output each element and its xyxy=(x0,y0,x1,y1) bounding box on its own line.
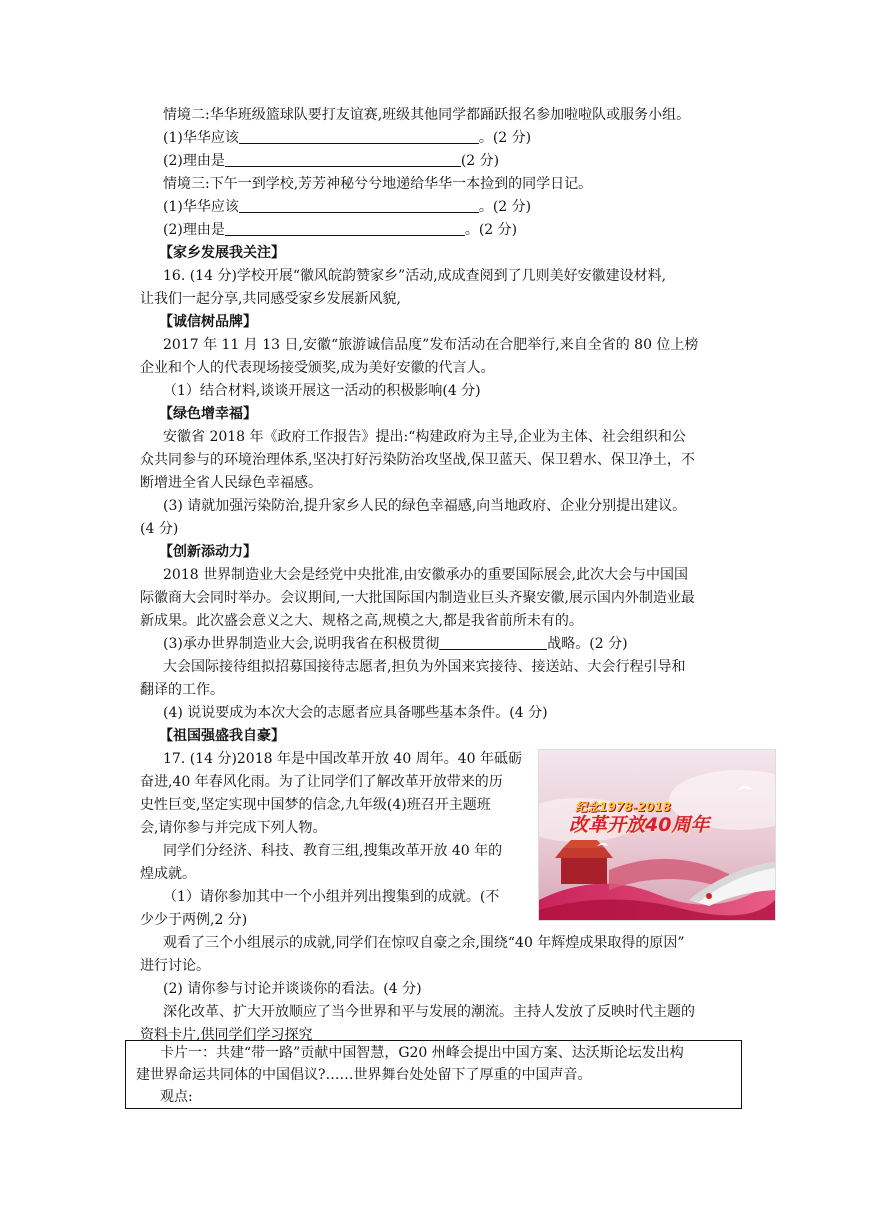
answer-blank[interactable] xyxy=(239,127,479,144)
question-17-discussion-cont: 进行讨论。 xyxy=(140,958,210,974)
answer-blank[interactable] xyxy=(225,219,465,236)
scenario-3-text: 情境三:下午一到学校,芳芳神秘兮兮地递给华华一本捡到的同学日记。 xyxy=(163,176,593,192)
scenario-3-question-1 xyxy=(163,196,770,218)
material-3-text-cont: 际徽商大会同时举办。会议期间,一大批国际国内制造业巨头齐聚安徽,展示国内外制造业最 xyxy=(140,590,695,606)
card-line-1: 卡片一：共建“带一路”贡献中国智慧，G20 州峰会提出中国方案、达沃斯论坛发出构 xyxy=(160,1045,684,1061)
material-4-text-cont: 翻译的工作。 xyxy=(140,682,224,698)
score-text: (2 分) xyxy=(460,153,500,169)
question-16-intro: 16. (14 分)学校开展“徽风皖韵赞家乡”活动,成成查阅到了几则美好安徽建设材料, xyxy=(163,268,667,284)
material-4-text: 大会国际接待组拟招募国接待志愿者,担负为外国来宾接待、接送站、大会行程引导和 xyxy=(163,659,686,675)
question-17-intro-3: 史性巨变,坚定实现中国梦的信念,九年级(4)班召开主题班 xyxy=(140,797,491,813)
info-card xyxy=(125,1040,742,1109)
question-17-intro-2: 奋进,40 年春风化雨。为了让同学们了解改革开放带来的历 xyxy=(140,774,503,790)
question-17-groups: 同学们分经济、科技、教育三组,搜集改革开放 40 年的 xyxy=(163,843,503,859)
score-text: 。(2 分) xyxy=(464,222,518,238)
material-3-text: 2018 世界制造业大会是经党中央批准,由安徽承办的重要国际展会,此次大会与中国国 xyxy=(163,567,688,583)
question-17-context-cont: 资料卡片,供同学们学习探究 xyxy=(140,1027,313,1043)
question-text: (2)理由是 xyxy=(163,153,225,169)
score-text: 战略。(2 分) xyxy=(547,636,628,652)
question-17-intro-4: 会,请你参与并完成下列人物。 xyxy=(140,820,327,836)
question-17-context: 深化改革、扩大开放顺应了当今世界和平与发展的潮流。主持人发放了反映时代主题的 xyxy=(163,1004,695,1020)
answer-blank[interactable] xyxy=(225,150,461,167)
material-2-text: 安徽省 2018 年《政府工作报告》提出:“构建政府为主导,企业为主体、社会组织和公 xyxy=(163,429,686,445)
scenario-2-question-1 xyxy=(163,127,770,149)
scenario-2-text: 情境二:华华班级篮球队要打友谊赛,班级其他同学都踊跃报名参加啦啦队或服务小组。 xyxy=(163,107,691,123)
question-17-intro: 17. (14 分)2018 年是中国改革开放 40 周年。40 年砥砺 xyxy=(163,751,522,767)
score-text: 。(2 分) xyxy=(478,199,532,215)
question-16-3-score: (4 分) xyxy=(140,521,179,537)
material-2-text-cont: 众共同参与的环境治理体系,坚决打好污染防治攻坚战,保卫蓝天、保卫碧水、保卫净土，不 xyxy=(140,452,695,468)
poster-banner-top: 纪念1978-2018 xyxy=(575,800,671,814)
question-text: (3)承办世界制造业大会,说明我省在积极贯彻 xyxy=(163,636,440,652)
material-3-text-end: 新成果。此次盛会意义之大、规格之高,规模之大,都是我省前所未有的。 xyxy=(140,613,583,629)
question-17-1-cont: 少少于两例,2 分) xyxy=(140,912,248,928)
question-16-1: （1）结合材料,谈谈开展这一活动的积极影响(4 分) xyxy=(163,383,481,399)
question-text: (1)华华应该 xyxy=(163,130,239,146)
section-heading-hometown: 【家乡发展我关注】 xyxy=(159,245,285,261)
question-17-1: （1）请你参加其中一个小组并列出搜集到的成就。(不 xyxy=(163,889,500,905)
question-17-discussion: 观看了三个小组展示的成就,同学们在惊叹自豪之余,围绕“40 年辉煌成果取得的原因” xyxy=(163,935,685,951)
question-16-4: (4) 说说要成为本次大会的志愿者应具备哪些基本条件。(4 分) xyxy=(163,705,548,721)
scenario-2-question-2 xyxy=(163,150,770,172)
question-17-2: (2) 请你参与讨论并谈谈你的看法。(4 分) xyxy=(163,981,422,997)
card-viewpoint-label: 观点: xyxy=(160,1089,193,1105)
section-heading-green: 【绿色增幸福】 xyxy=(159,406,257,422)
question-text: (1)华华应该 xyxy=(163,199,239,215)
reform-anniversary-poster xyxy=(538,749,776,921)
material-1-text-cont: 企业和个人的代表现场接受颁奖,成为美好安徽的代言人。 xyxy=(140,360,495,376)
score-text: 。(2 分) xyxy=(478,130,532,146)
card-line-2: 建世界命运共同体的中国倡议?……世界舞台处处留下了厚重的中国声音。 xyxy=(136,1067,592,1083)
question-17-groups-cont: 煌成就。 xyxy=(140,866,196,882)
section-heading-motherland: 【祖国强盛我自豪】 xyxy=(159,728,285,744)
question-16-3b xyxy=(163,633,770,655)
material-1-text: 2017 年 11 月 13 日,安徽“旅游诚信品度”发布活动在合肥举行,来自全省的 80 位上榜 xyxy=(163,337,699,353)
section-heading-integrity: 【诚信树品牌】 xyxy=(159,314,257,330)
question-text: (2)理由是 xyxy=(163,222,225,238)
question-16-intro-cont: 让我们一起分享,共同感受家乡发展新风貌, xyxy=(140,291,401,307)
section-heading-innovation: 【创新添动力】 xyxy=(159,544,257,560)
material-2-text-end: 断增进全省人民绿色幸福感。 xyxy=(140,475,322,491)
answer-blank[interactable] xyxy=(239,196,479,213)
question-16-3: (3) 请就加强污染防治,提升家乡人民的绿色幸福感,向当地政府、企业分别提出建议。 xyxy=(163,498,687,514)
scenario-3-question-2 xyxy=(163,219,770,241)
poster-banner-main: 改革开放40周年 xyxy=(569,814,710,836)
answer-blank[interactable] xyxy=(439,633,547,650)
